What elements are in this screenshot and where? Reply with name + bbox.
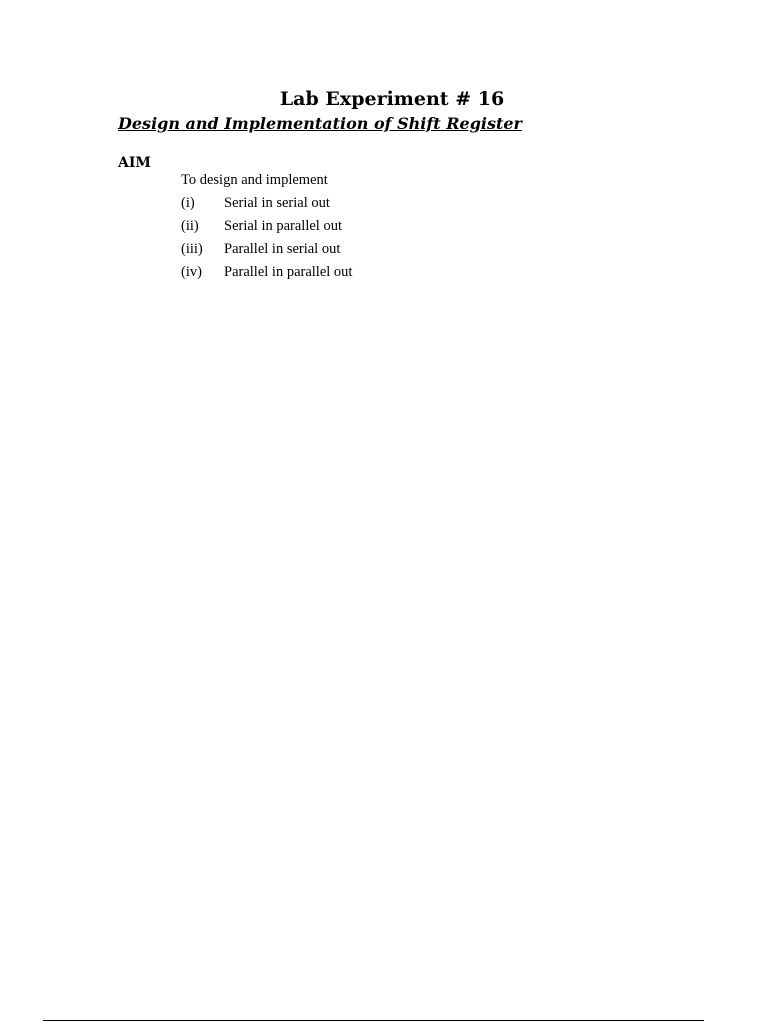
page-subtitle: Design and Implementation of Shift Register xyxy=(118,114,522,133)
aim-list-item xyxy=(181,239,352,262)
aim-item-text: Parallel in parallel out xyxy=(224,264,353,280)
page-title: Lab Experiment # 16 xyxy=(279,88,505,110)
aim-item-number: (i) xyxy=(181,195,195,211)
aim-item-number: (iv) xyxy=(181,264,202,280)
footer-divider xyxy=(43,1020,704,1021)
aim-item-number: (ii) xyxy=(181,218,199,234)
aim-list xyxy=(181,193,352,285)
aim-list-item xyxy=(181,193,352,216)
aim-heading: AIM xyxy=(118,155,151,171)
aim-intro: To design and implement xyxy=(181,172,328,188)
aim-item-text: Serial in parallel out xyxy=(224,218,342,234)
aim-item-text: Parallel in serial out xyxy=(224,241,341,257)
aim-item-number: (iii) xyxy=(181,241,203,257)
aim-list-item xyxy=(181,216,352,239)
aim-list-item xyxy=(181,262,352,285)
aim-item-text: Serial in serial out xyxy=(224,195,330,211)
